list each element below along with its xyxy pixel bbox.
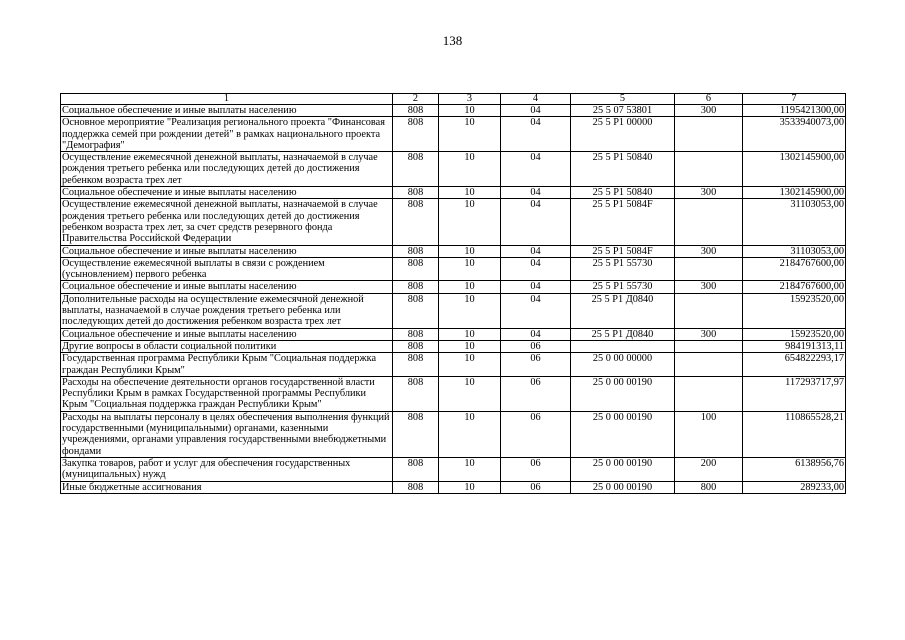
subsection-code-cell: 04 bbox=[501, 328, 571, 340]
row-name-cell: Осуществление ежемесячной денежной выплаты, назначаемой в случае рождения третьего ребенка или последующих детей до достижения ребенком возраста трех лет, за счет средств резервного фонда Правительства Российской Федерации bbox=[61, 199, 393, 245]
ministry-code-cell: 808 bbox=[393, 376, 439, 411]
target-article-code-cell: 25 0 00 00190 bbox=[571, 481, 675, 493]
ministry-code-cell: 808 bbox=[393, 187, 439, 199]
column-header-7: 7 bbox=[743, 94, 846, 105]
section-code-cell: 10 bbox=[439, 328, 501, 340]
column-header-5: 5 bbox=[571, 94, 675, 105]
amount-cell: 1302145900,00 bbox=[743, 187, 846, 199]
section-code-cell: 10 bbox=[439, 293, 501, 328]
section-code-cell: 10 bbox=[439, 105, 501, 117]
section-code-cell: 10 bbox=[439, 199, 501, 245]
column-header-4: 4 bbox=[501, 94, 571, 105]
table-row bbox=[61, 376, 846, 411]
section-code-cell: 10 bbox=[439, 353, 501, 377]
row-name-cell: Дополнительные расходы на осуществление ежемесячной денежной выплаты, назначаемой в случае рождения третьего ребенка или последующих детей до достижения ребенком возраста трех лет bbox=[61, 293, 393, 328]
section-code-cell: 10 bbox=[439, 152, 501, 187]
target-article-code-cell: 25 5 Р1 50840 bbox=[571, 152, 675, 187]
subsection-code-cell: 04 bbox=[501, 117, 571, 152]
expense-type-code-cell: 300 bbox=[675, 245, 743, 257]
expense-type-code-cell bbox=[675, 353, 743, 377]
row-name-cell: Расходы на выплаты персоналу в целях обеспечения выполнения функций государственными (муниципальными) органами, казенными учреждениями, органами управления государственными внебюджетными фондами bbox=[61, 411, 393, 457]
target-article-code-cell: 25 5 Р1 00000 bbox=[571, 117, 675, 152]
expense-type-code-cell bbox=[675, 257, 743, 281]
table-row bbox=[61, 199, 846, 245]
amount-cell: 15923520,00 bbox=[743, 293, 846, 328]
amount-cell: 6138956,76 bbox=[743, 457, 846, 481]
target-article-code-cell: 25 5 07 53801 bbox=[571, 105, 675, 117]
ministry-code-cell: 808 bbox=[393, 117, 439, 152]
subsection-code-cell: 06 bbox=[501, 411, 571, 457]
expense-type-code-cell bbox=[675, 293, 743, 328]
column-header-2: 2 bbox=[393, 94, 439, 105]
subsection-code-cell: 04 bbox=[501, 152, 571, 187]
amount-cell: 1195421300,00 bbox=[743, 105, 846, 117]
expense-type-code-cell bbox=[675, 152, 743, 187]
ministry-code-cell: 808 bbox=[393, 257, 439, 281]
row-name-cell: Иные бюджетные ассигнования bbox=[61, 481, 393, 493]
target-article-code-cell: 25 0 00 00190 bbox=[571, 457, 675, 481]
table-row bbox=[61, 340, 846, 352]
subsection-code-cell: 06 bbox=[501, 376, 571, 411]
row-name-cell: Социальное обеспечение и иные выплаты населению bbox=[61, 245, 393, 257]
budget-table bbox=[60, 93, 846, 494]
row-name-cell: Социальное обеспечение и иные выплаты населению bbox=[61, 187, 393, 199]
table-row bbox=[61, 187, 846, 199]
target-article-code-cell bbox=[571, 340, 675, 352]
target-article-code-cell: 25 5 Р1 50840 bbox=[571, 187, 675, 199]
ministry-code-cell: 808 bbox=[393, 340, 439, 352]
table-row bbox=[61, 281, 846, 293]
ministry-code-cell: 808 bbox=[393, 152, 439, 187]
subsection-code-cell: 06 bbox=[501, 457, 571, 481]
row-name-cell: Государственная программа Республики Крым "Социальная поддержка граждан Республики Крым" bbox=[61, 353, 393, 377]
amount-cell: 2184767600,00 bbox=[743, 257, 846, 281]
row-name-cell: Социальное обеспечение и иные выплаты населению bbox=[61, 281, 393, 293]
subsection-code-cell: 06 bbox=[501, 353, 571, 377]
subsection-code-cell: 04 bbox=[501, 199, 571, 245]
ministry-code-cell: 808 bbox=[393, 457, 439, 481]
expense-type-code-cell bbox=[675, 376, 743, 411]
table-row bbox=[61, 457, 846, 481]
target-article-code-cell: 25 5 Р1 55730 bbox=[571, 257, 675, 281]
target-article-code-cell: 25 0 00 00190 bbox=[571, 376, 675, 411]
row-name-cell: Основное мероприятие "Реализация регионального проекта "Финансовая поддержка семей при рождении детей" в рамках национального проекта "Демография" bbox=[61, 117, 393, 152]
subsection-code-cell: 04 bbox=[501, 105, 571, 117]
page-number: 138 bbox=[442, 33, 463, 48]
section-code-cell: 10 bbox=[439, 281, 501, 293]
subsection-code-cell: 06 bbox=[501, 481, 571, 493]
subsection-code-cell: 04 bbox=[501, 257, 571, 281]
section-code-cell: 10 bbox=[439, 257, 501, 281]
column-header-row bbox=[61, 94, 846, 105]
table-row bbox=[61, 353, 846, 377]
table-row bbox=[61, 411, 846, 457]
section-code-cell: 10 bbox=[439, 457, 501, 481]
ministry-code-cell: 808 bbox=[393, 328, 439, 340]
target-article-code-cell: 25 5 Р1 5084F bbox=[571, 199, 675, 245]
section-code-cell: 10 bbox=[439, 117, 501, 152]
amount-cell: 31103053,00 bbox=[743, 245, 846, 257]
table-body bbox=[61, 105, 846, 494]
column-header-3: 3 bbox=[439, 94, 501, 105]
row-name-cell: Другие вопросы в области социальной политики bbox=[61, 340, 393, 352]
expense-type-code-cell: 300 bbox=[675, 187, 743, 199]
subsection-code-cell: 06 bbox=[501, 340, 571, 352]
amount-cell: 110865528,21 bbox=[743, 411, 846, 457]
ministry-code-cell: 808 bbox=[393, 199, 439, 245]
section-code-cell: 10 bbox=[439, 245, 501, 257]
ministry-code-cell: 808 bbox=[393, 281, 439, 293]
amount-cell: 1302145900,00 bbox=[743, 152, 846, 187]
section-code-cell: 10 bbox=[439, 411, 501, 457]
expense-type-code-cell: 100 bbox=[675, 411, 743, 457]
target-article-code-cell: 25 0 00 00000 bbox=[571, 353, 675, 377]
expense-type-code-cell: 300 bbox=[675, 328, 743, 340]
column-header-6: 6 bbox=[675, 94, 743, 105]
expense-type-code-cell bbox=[675, 117, 743, 152]
row-name-cell: Расходы на обеспечение деятельности органов государственной власти Республики Крым в рамках Государственной программы Республики Крым "Социальная поддержка граждан Республики Крым" bbox=[61, 376, 393, 411]
table-row bbox=[61, 152, 846, 187]
expense-type-code-cell: 200 bbox=[675, 457, 743, 481]
section-code-cell: 10 bbox=[439, 187, 501, 199]
section-code-cell: 10 bbox=[439, 481, 501, 493]
amount-cell: 117293717,97 bbox=[743, 376, 846, 411]
row-name-cell: Социальное обеспечение и иные выплаты населению bbox=[61, 105, 393, 117]
subsection-code-cell: 04 bbox=[501, 187, 571, 199]
target-article-code-cell: 25 5 Р1 Д0840 bbox=[571, 293, 675, 328]
table-row bbox=[61, 481, 846, 493]
row-name-cell: Осуществление ежемесячной денежной выплаты, назначаемой в случае рождения третьего ребенка или последующих детей до достижения ребенком возраста трех лет bbox=[61, 152, 393, 187]
amount-cell: 984191313,11 bbox=[743, 340, 846, 352]
section-code-cell: 10 bbox=[439, 376, 501, 411]
row-name-cell: Социальное обеспечение и иные выплаты населению bbox=[61, 328, 393, 340]
row-name-cell: Осуществление ежемесячной выплаты в связи с рождением (усыновлением) первого ребенка bbox=[61, 257, 393, 281]
expense-type-code-cell: 800 bbox=[675, 481, 743, 493]
ministry-code-cell: 808 bbox=[393, 105, 439, 117]
expense-type-code-cell bbox=[675, 340, 743, 352]
target-article-code-cell: 25 5 Р1 5084F bbox=[571, 245, 675, 257]
amount-cell: 15923520,00 bbox=[743, 328, 846, 340]
row-name-cell: Закупка товаров, работ и услуг для обеспечения государственных (муниципальных) нужд bbox=[61, 457, 393, 481]
target-article-code-cell: 25 5 Р1 Д0840 bbox=[571, 328, 675, 340]
amount-cell: 3533940073,00 bbox=[743, 117, 846, 152]
subsection-code-cell: 04 bbox=[501, 281, 571, 293]
amount-cell: 654822293,17 bbox=[743, 353, 846, 377]
ministry-code-cell: 808 bbox=[393, 411, 439, 457]
table-row bbox=[61, 293, 846, 328]
table-row bbox=[61, 105, 846, 117]
ministry-code-cell: 808 bbox=[393, 293, 439, 328]
amount-cell: 31103053,00 bbox=[743, 199, 846, 245]
section-code-cell: 10 bbox=[439, 340, 501, 352]
amount-cell: 2184767600,00 bbox=[743, 281, 846, 293]
target-article-code-cell: 25 5 Р1 55730 bbox=[571, 281, 675, 293]
expense-type-code-cell: 300 bbox=[675, 105, 743, 117]
table-row bbox=[61, 117, 846, 152]
ministry-code-cell: 808 bbox=[393, 353, 439, 377]
expense-type-code-cell bbox=[675, 199, 743, 245]
table-row bbox=[61, 328, 846, 340]
table-row bbox=[61, 257, 846, 281]
amount-cell: 289233,00 bbox=[743, 481, 846, 493]
expense-type-code-cell: 300 bbox=[675, 281, 743, 293]
subsection-code-cell: 04 bbox=[501, 245, 571, 257]
column-header-1: 1 bbox=[61, 94, 393, 105]
subsection-code-cell: 04 bbox=[501, 293, 571, 328]
ministry-code-cell: 808 bbox=[393, 481, 439, 493]
target-article-code-cell: 25 0 00 00190 bbox=[571, 411, 675, 457]
table-row bbox=[61, 245, 846, 257]
ministry-code-cell: 808 bbox=[393, 245, 439, 257]
